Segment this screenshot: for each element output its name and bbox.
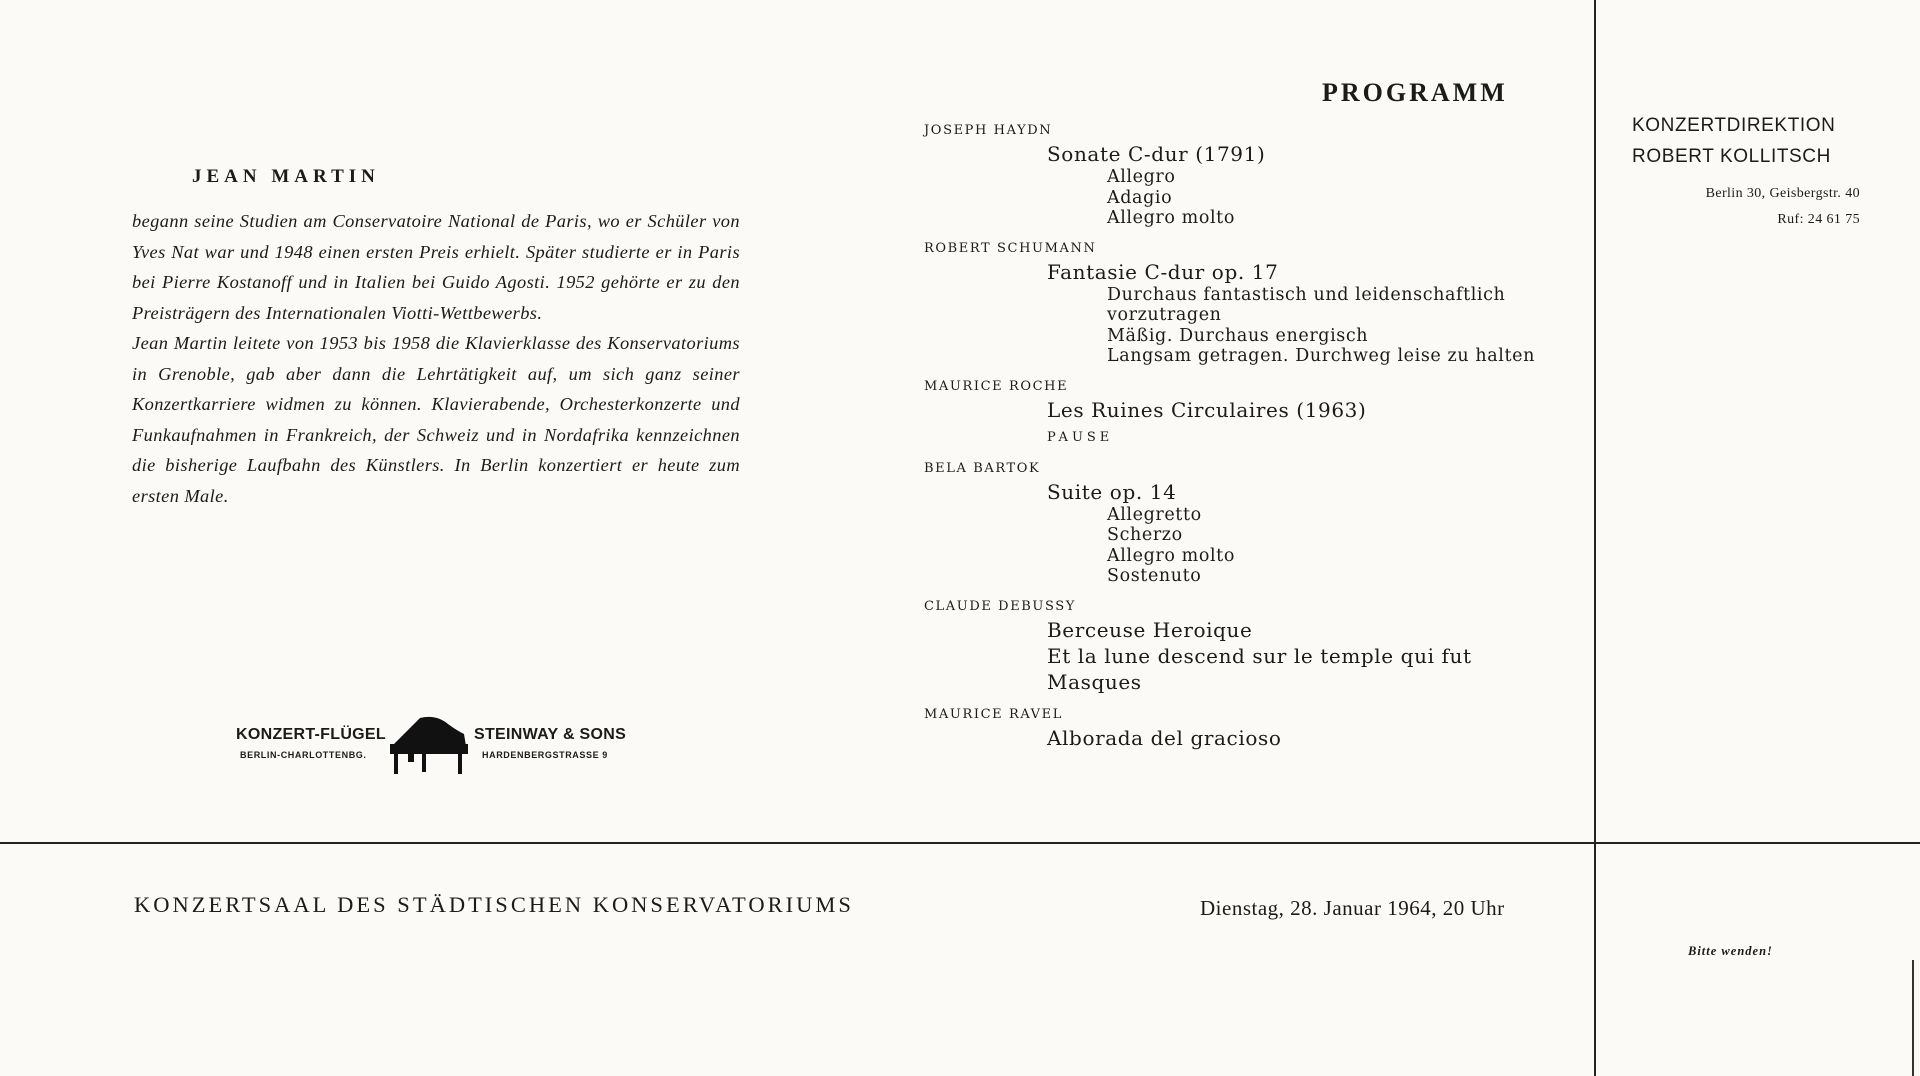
grand-piano-icon bbox=[388, 716, 468, 776]
ad-right-line2: HARDENBERGSTRASSE 9 bbox=[482, 750, 608, 760]
biography-paragraph: begann seine Studien am Conservatoire National de Paris, wo er Schüler von Yves Nat war und 1948 einen ersten Preis erhielt. Später studierte er in Paris bei Pierre Kostanoff und in Italien bei Guido Agosti. 1952 gehörte er zu den Preisträgern des Internationalen Viotti-Wettbewerbs. bbox=[132, 211, 740, 323]
program-entry bbox=[924, 458, 1564, 587]
ad-left-line2: BERLIN-CHARLOTTENBG. bbox=[240, 750, 367, 760]
movement: Langsam getragen. Durchweg leise zu halten bbox=[1107, 346, 1535, 366]
turn-page-note: Bitte wenden! bbox=[1688, 944, 1773, 958]
ad-left-line1: KONZERT-FLÜGEL bbox=[236, 726, 386, 743]
ad-right-line1: STEINWAY & SONS bbox=[474, 726, 627, 743]
program-list bbox=[924, 120, 1564, 760]
biography-paragraph: Jean Martin leitete von 1953 bis 1958 die Klavierklasse des Konservatoriums in Grenoble, gab aber dann die Lehrtätigkeit auf, um sich ganz seiner Konzertkarriere widmen zu können. Klavierabende, Orchesterkonzerte und Funkaufnahmen in Frankreich, der Schweiz und in Nordafrika kennzeichnen die bisherige Laufbahn des Künstlers. In Berlin konzertiert er heute zum ersten Male. bbox=[132, 333, 740, 506]
work-title: Fantasie C-dur op. 17 bbox=[1047, 259, 1279, 284]
composer-name: MAURICE RAVEL bbox=[924, 706, 1063, 722]
movement: Mäßig. Durchaus energisch bbox=[1107, 325, 1369, 346]
movement: Adagio bbox=[1107, 187, 1173, 208]
composer-name: CLAUDE DEBUSSY bbox=[924, 598, 1076, 614]
vertical-fold-line bbox=[1594, 0, 1596, 1076]
work-title: Alborada del gracioso bbox=[1047, 725, 1282, 750]
agency-address: Berlin 30, Geisbergstr. 40 bbox=[1705, 186, 1860, 201]
movement: Durchaus fantastisch und leidenschaftlich bbox=[1107, 284, 1506, 305]
intermission-label: PAUSE bbox=[1047, 429, 1114, 445]
artist-name-heading: JEAN MARTIN bbox=[192, 166, 380, 187]
agency-line2: ROBERT KOLLITSCH bbox=[1632, 146, 1831, 167]
program-entry bbox=[924, 238, 1564, 367]
agency-contact bbox=[1706, 181, 1860, 233]
movement: Allegro molto bbox=[1107, 208, 1235, 228]
edge-line bbox=[1912, 960, 1914, 1076]
venue-name: KONZERTSAAL DES STÄDTISCHEN KONSERVATORIUMS bbox=[134, 892, 854, 917]
composer-name: ROBERT SCHUMANN bbox=[924, 240, 1097, 256]
movement: Allegro bbox=[1107, 167, 1176, 187]
composer-name: JOSEPH HAYDN bbox=[924, 123, 1053, 138]
program-entry bbox=[924, 120, 1564, 229]
concert-date: Dienstag, 28. Januar 1964, 20 Uhr bbox=[1200, 896, 1505, 920]
work-title: Et la lune descend sur le temple qui fut bbox=[1047, 643, 1472, 668]
program-entry bbox=[924, 596, 1564, 695]
agency-line1: KONZERTDIREKTION bbox=[1632, 115, 1836, 136]
work-title: Masques bbox=[1047, 669, 1142, 694]
work-title: Berceuse Heroique bbox=[1047, 617, 1253, 642]
movement: Allegretto bbox=[1107, 504, 1202, 525]
program-entry bbox=[924, 376, 1564, 449]
steinway-advertisement bbox=[236, 716, 636, 780]
artist-biography bbox=[132, 206, 740, 511]
movement: Sostenuto bbox=[1107, 566, 1202, 586]
concert-agency bbox=[1632, 110, 1836, 172]
program-title: PROGRAMM bbox=[1322, 78, 1508, 107]
movement: vorzutragen bbox=[1107, 305, 1222, 325]
work-title: Les Ruines Circulaires (1963) bbox=[1047, 397, 1367, 422]
movement: Allegro molto bbox=[1107, 545, 1235, 566]
movement: Scherzo bbox=[1107, 525, 1183, 545]
agency-phone: Ruf: 24 61 75 bbox=[1777, 212, 1860, 227]
work-title: Suite op. 14 bbox=[1047, 479, 1177, 504]
composer-name: MAURICE ROCHE bbox=[924, 378, 1069, 394]
program-entry bbox=[924, 704, 1564, 751]
composer-name: BELA BARTOK bbox=[924, 460, 1041, 476]
work-title: Sonate C-dur (1791) bbox=[1047, 142, 1266, 166]
horizontal-fold-line bbox=[0, 842, 1920, 844]
